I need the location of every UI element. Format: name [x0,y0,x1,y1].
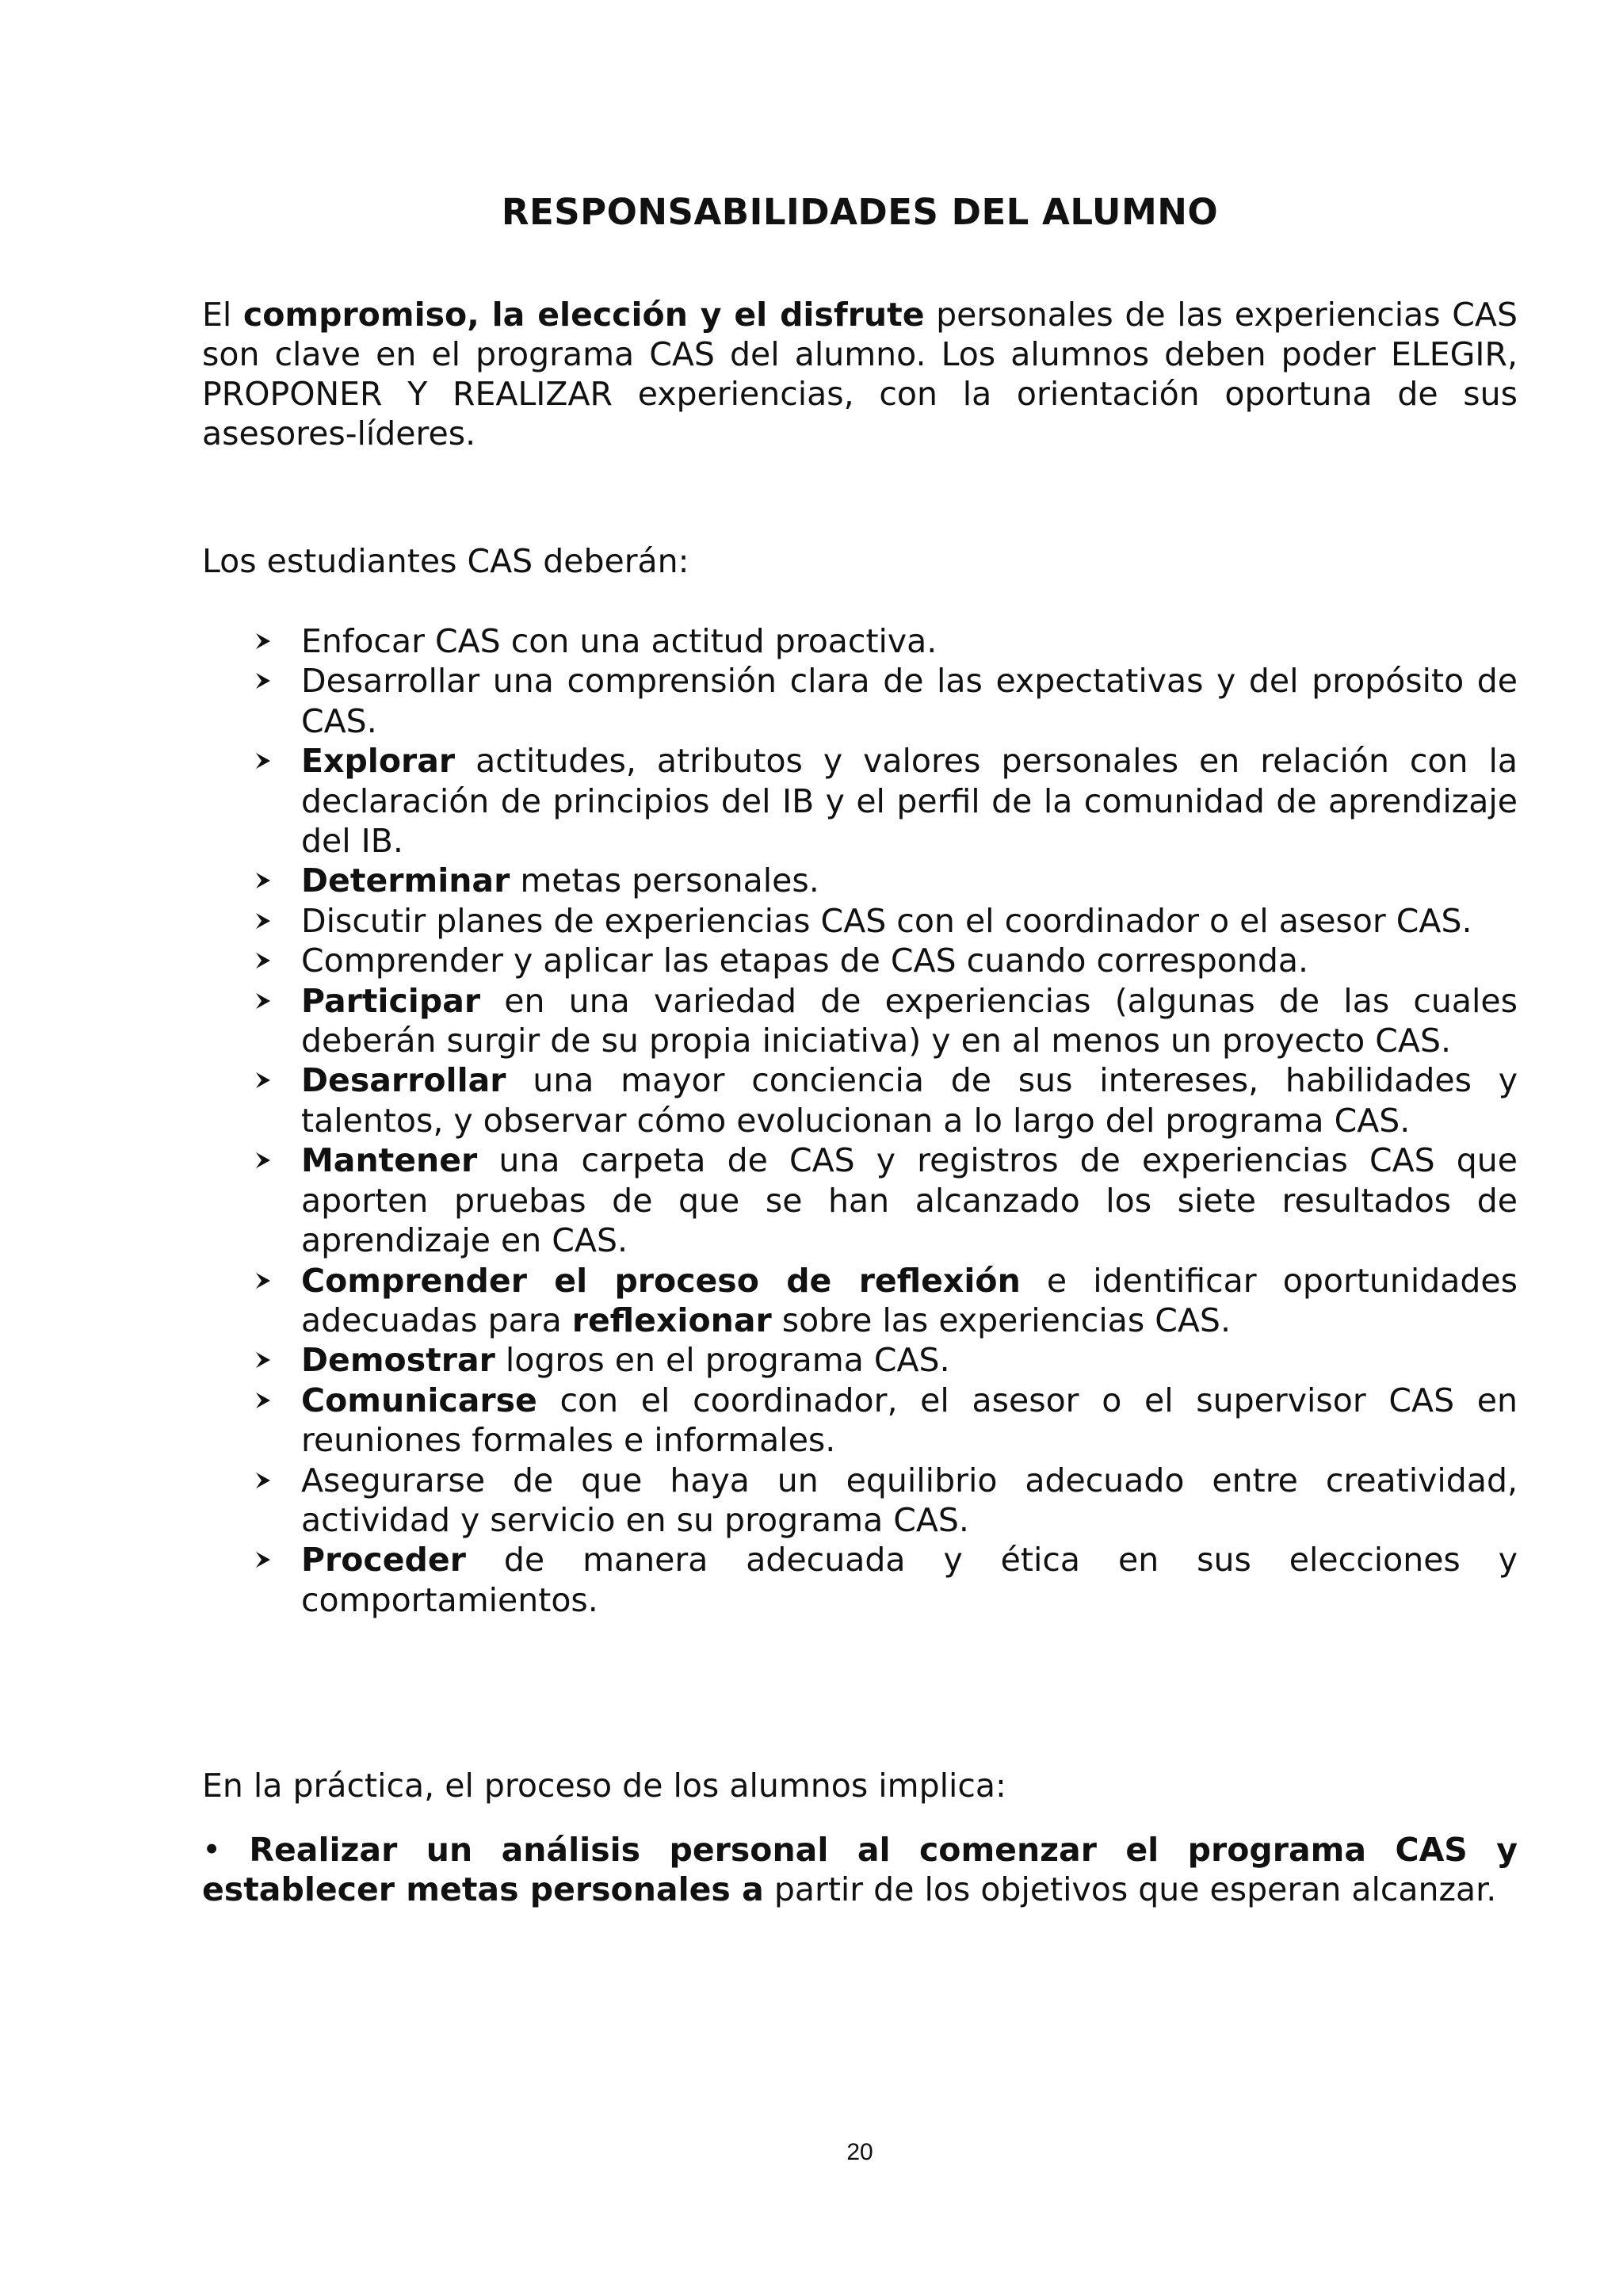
duty-text: Discutir planes de experiencias CAS con el coordinador o el asesor CAS. [301,901,1472,940]
duty-verb: Proceder [301,1541,466,1580]
duty-item [202,861,1518,900]
duty-verb: Comunicarse [301,1381,537,1419]
arrowhead-bullet-icon [247,741,279,781]
duty-text: Desarrollar una comprensión clara de las expectativas y del propósito de CAS. [301,662,1518,740]
duty-item [202,981,1518,1061]
arrowhead-bullet-icon [247,861,279,900]
duty-item [202,1140,1518,1260]
arrowhead-bullet-icon [247,1540,279,1580]
duty-item [202,741,1518,861]
duty-item [202,1261,1518,1341]
practice-text: partir de los objetivos que esperan alcanzar. [763,1870,1497,1908]
practice-emphasis: Realizar un análisis personal al comenzar el programa CAS y establecer metas personales a [202,1831,1518,1908]
intro-post: personales de las experiencias CAS son clave en el programa CAS del alumno. Los alumnos deben poder ELEGIR, PROPONER Y REALIZAR experiencias, con la orientación oportuna de sus asesores-líderes. [202,296,1518,453]
arrowhead-bullet-icon [247,941,279,980]
duty-item [202,1381,1518,1461]
duty-text-secondary: sobre las experiencias CAS. [771,1301,1231,1339]
arrowhead-bullet-icon [247,1261,279,1301]
duty-item [202,1461,1518,1541]
duty-item [202,941,1518,980]
duty-item [202,621,1518,661]
arrowhead-bullet-icon [247,901,279,941]
duty-verb: Explorar [301,742,456,781]
arrowhead-bullet-icon [247,621,279,661]
duty-verb: Mantener [301,1141,478,1180]
arrowhead-bullet-icon [247,661,279,701]
arrowhead-bullet-icon [247,1060,279,1100]
duty-text: Asegurarse de que haya un equilibrio adecuado entre creatividad, actividad y servicio en su programa CAS. [301,1461,1518,1539]
duty-text: una carpeta de CAS y registros de experiencias CAS que aporten pruebas de que se han alcanzado los siete resultados de aprendizaje en CAS. [301,1141,1518,1260]
duty-item [202,901,1518,941]
arrowhead-bullet-icon [247,981,279,1021]
duty-text: e identificar oportunidades adecuadas para [301,1261,1518,1339]
duties-list [202,621,1518,1620]
duty-verb: Participar [301,981,481,1020]
duty-text: con el coordinador, el asesor o el supervisor CAS en reuniones formales e informales. [301,1381,1518,1460]
duty-verb: Determinar [301,861,510,900]
page-title: RESPONSABILIDADES DEL ALUMNO [501,191,1219,233]
duty-verb: Comprender el proceso de reflexión [301,1261,1021,1300]
page-number: 20 [846,2139,873,2165]
duties-lead: Los estudiantes CAS deberán: [202,542,689,580]
duty-text: Enfocar CAS con una actitud proactiva. [301,622,938,660]
intro-paragraph [202,295,1518,453]
duty-item [202,1060,1518,1140]
arrowhead-bullet-icon [247,1140,279,1180]
intro-pre: El [202,296,243,334]
arrowhead-bullet-icon [247,1340,279,1380]
duty-item [202,1540,1518,1620]
duty-text: metas personales. [510,861,819,900]
duty-text: en una variedad de experiencias (algunas de las cuales deberán surgir de su propia iniciativa) y en al menos un proyecto CAS. [301,981,1518,1060]
intro-emphasis: compromiso, la elección y el disfrute [242,296,925,334]
duty-text: actitudes, atributos y valores personales en relación con la declaración de principios del IB y el perfil de la comunidad de aprendizaje del IB. [301,742,1518,861]
arrowhead-bullet-icon [247,1461,279,1500]
practice-intro: En la práctica, el proceso de los alumnos implica: [202,1767,1006,1805]
practice-bullet: • [202,1831,222,1869]
duty-text: de manera adecuada y ética en sus elecciones y comportamientos. [301,1541,1518,1619]
practice-item [202,1830,1518,1909]
duty-item [202,661,1518,741]
duty-text: Comprender y aplicar las etapas de CAS cuando corresponda. [301,942,1309,980]
duty-text: logros en el programa CAS. [495,1341,950,1380]
duty-text: una mayor conciencia de sus intereses, habilidades y talentos, y observar cómo evolucionan a lo largo del programa CAS. [301,1061,1518,1140]
duty-verb-secondary: reflexionar [571,1301,772,1339]
duty-verb: Desarrollar [301,1061,506,1100]
duty-verb: Demostrar [301,1341,495,1380]
arrowhead-bullet-icon [247,1381,279,1420]
duty-item [202,1340,1518,1380]
